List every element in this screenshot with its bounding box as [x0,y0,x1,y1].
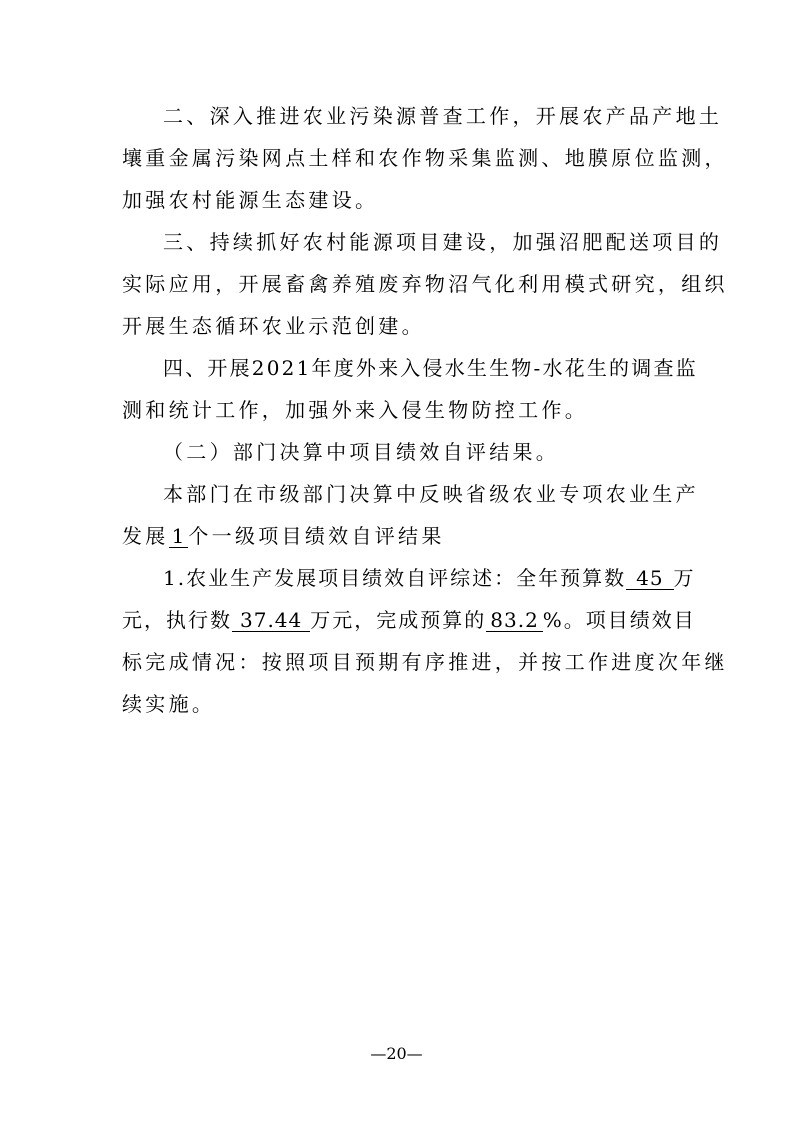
paragraph-4-line-1: 四、开展2021年度外来入侵水生生物-水花生的调查监 [163,356,698,380]
paragraph-6-line-2 [122,608,696,632]
completion-percent-value: 83.2 [486,609,543,632]
paragraph-6-text-e: %。项目绩效目 [542,608,696,632]
paragraph-5-line-2 [122,524,445,548]
paragraph-6-text-c: 元，执行数 [122,608,232,632]
paragraph-5-line-1: 本部门在市级部门决算中反映省级农业专项农业生产 [163,482,699,506]
paragraph-2-line-3: 加强农村能源生态建设。 [122,188,379,212]
paragraph-3-line-2: 实际应用，开展畜禽养殖废弃物沼气化利用模式研究，组织 [122,272,728,296]
paragraph-3-line-1: 三、持续抓好农村能源项目建设，加强沼肥配送项目的 [163,230,723,254]
paragraph-6-line-4: 续实施。 [122,692,216,716]
paragraph-5-text-b: 个一级项目绩效自评结果 [188,524,445,548]
paragraph-2-line-2: 壤重金属污染网点土样和农作物采集监测、地膜原位监测， [122,146,728,170]
section-heading: （二）部门决算中项目绩效自评结果。 [163,440,560,464]
page-number: —20— [370,1044,423,1063]
paragraph-2-line-1: 二、深入推进农业污染源普查工作，开展农产品产地土 [163,104,723,128]
paragraph-6-line-1 [163,566,696,590]
paragraph-3-line-3: 开展生态循环农业示范创建。 [122,314,425,338]
paragraph-4-line-2: 测和统计工作，加强外来入侵生物防控工作。 [122,398,588,422]
annual-budget-value: 45 [626,567,673,590]
project-count-value: 1 [169,525,189,548]
paragraph-6-line-3: 标完成情况：按照项目预期有序推进，并按工作进度次年继 [122,650,728,674]
paragraph-5-text-a: 发展 [122,524,169,548]
executed-amount-value: 37.44 [232,609,310,632]
paragraph-6-text-a: 1.农业生产发展项目绩效自评综述：全年预算数 [163,566,627,590]
paragraph-6-text-d: 万元，完成预算的 [310,608,487,632]
paragraph-6-text-b: 万 [673,566,696,590]
